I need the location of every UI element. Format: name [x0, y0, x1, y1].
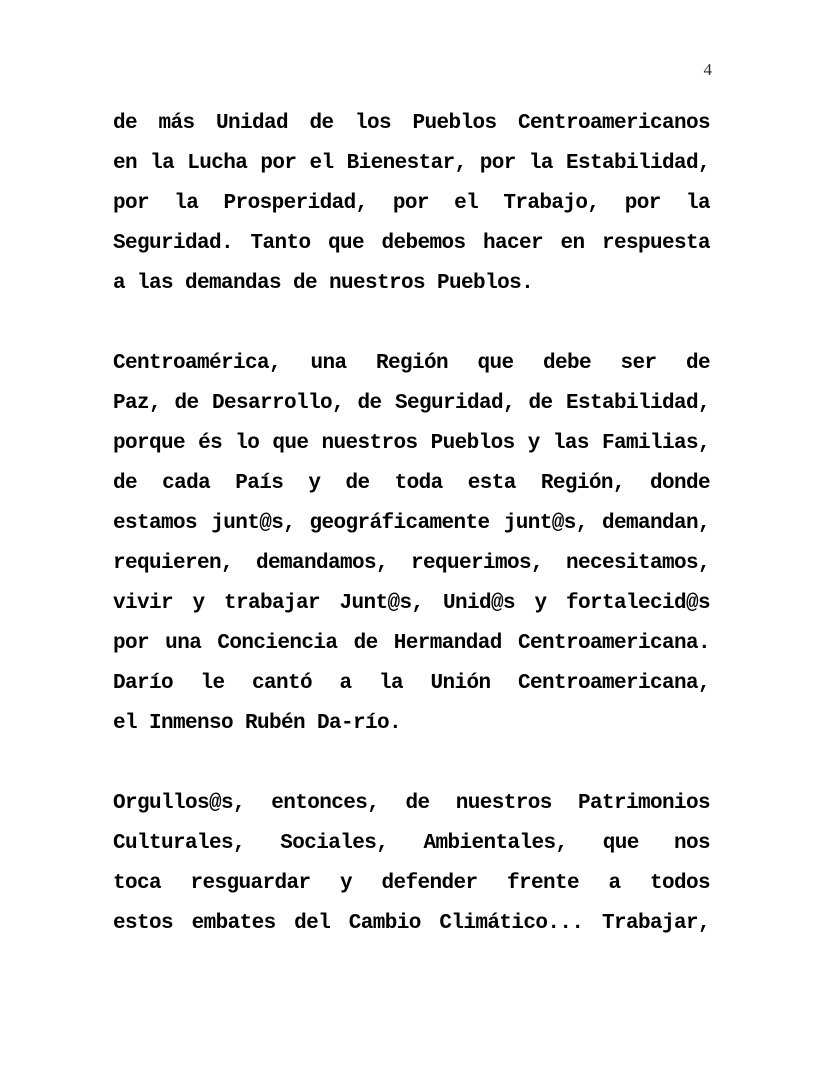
text-line: el Inmenso Rubén Da-río.: [113, 712, 402, 735]
page-number: 4: [703, 60, 712, 79]
text-line: Culturales, Sociales, Ambientales, que nos: [113, 832, 710, 855]
text-line: a las demandas de nuestros Pueblos.: [113, 272, 534, 295]
text-line: Orgullos@s, entonces, de nuestros Patrimonios: [113, 792, 710, 815]
text-line: Darío le cantó a la Unión Centroamericana,: [113, 672, 710, 695]
text-line: Seguridad. Tanto que debemos hacer en respuesta: [113, 232, 710, 255]
paragraph: [113, 104, 710, 304]
text-line: estos embates del Cambio Climático... Trabajar,: [113, 912, 710, 935]
text-line: Paz, de Desarrollo, de Seguridad, de Estabilidad,: [113, 392, 710, 415]
text-line: estamos junt@s, geográficamente junt@s, demandan,: [113, 512, 710, 535]
text-line: vivir y trabajar Junt@s, Unid@s y fortalecid@s: [113, 592, 710, 615]
text-line: en la Lucha por el Bienestar, por la Estabilidad,: [113, 152, 710, 175]
text-line: por una Conciencia de Hermandad Centroamericana.: [113, 632, 710, 655]
text-line: toca resguardar y defender frente a todos: [113, 872, 710, 895]
text-line: requieren, demandamos, requerimos, necesitamos,: [113, 552, 710, 575]
paragraph: [113, 344, 710, 744]
text-line: de cada País y de toda esta Región, donde: [113, 472, 710, 495]
text-line: por la Prosperidad, por el Trabajo, por la: [113, 192, 710, 215]
document-body: [113, 104, 710, 984]
text-line: porque és lo que nuestros Pueblos y las Familias,: [113, 432, 710, 455]
text-line: Centroamérica, una Región que debe ser de: [113, 352, 710, 375]
text-line: de más Unidad de los Pueblos Centroamericanos: [113, 112, 710, 135]
paragraph: [113, 784, 710, 944]
